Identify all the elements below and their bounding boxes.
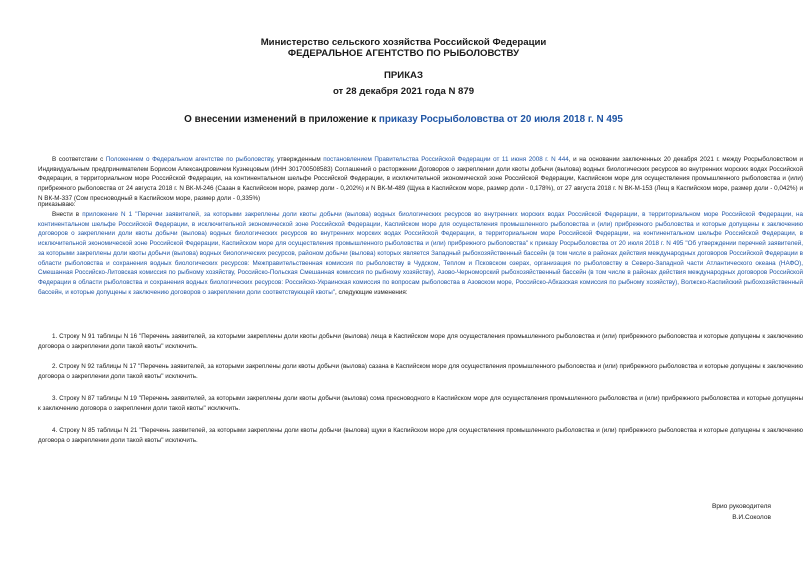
ministry-name: Министерство сельского хозяйства Российской Федерации (260, 37, 547, 48)
signature-role: Врио руководителя (711, 503, 771, 510)
doc-title (0, 114, 807, 125)
regulation-link[interactable]: Положением о Федеральном агентстве по рыболовству (105, 156, 273, 163)
main-paragraph (38, 210, 803, 297)
doc-date: от 28 декабря 2021 года N 879 (332, 86, 475, 97)
doc-type: ПРИКАЗ (384, 70, 423, 81)
main-text-2: "Перечни заявителей, за которыми закреплены доли квоты добычи (вылова) водных биологических ресурсов во внутренних морских водах Российской Федерации, в территориальном море Российской Федерации, на континентальном шельфе Российской Федерации, в исключительной экономической зоне Российской Федерации, Каспийском море для осуществления промышленного рыболовства и (или) прибрежного рыболовства и которые допущены к заключению договоров о закреплении доли квоты добычи (вылова) водных биологических ресурсов во внутренних морских водах Российской Федерации, в территориальном море Российской Федерации, на континентальном шельфе Российской Федерации, в исключительной экономической зоне Российской Федерации, Каспийском море для осуществления промышленного рыболовства и (или) прибрежного рыболовства" к (38, 211, 804, 248)
appendix-link[interactable]: приложение N 1 (82, 211, 133, 218)
list-item: 1. Строку N 91 таблицы N 16 "Перечень заявителей, за которыми закреплены доли квоты добычи (вылова) леща в Каспийском море для осуществления промышленного рыболовства и (или) прибрежного рыболовства и которые допущены к заключению договора о закреплении доли такой квоты" исключить. (38, 333, 803, 350)
order-word: приказываю: (38, 201, 76, 208)
agency-name: ФЕДЕРАЛЬНОЕ АГЕНТСТВО ПО РЫБОЛОВСТВУ (287, 48, 520, 59)
preamble-text-2: , утвержденным (272, 156, 324, 163)
preamble-text-1: В соответствии с (52, 156, 106, 163)
main-text-3: "Об утверждении перечней заявителей, за которыми закреплены доли квоты добычи (вылова) водных биологических ресурсов, районом добычи (вылова) которых является Западный рыбохозяйственный бассейн (в том числе в районах действия международных договоров Российской Федерации в области рыболовства и сохранения водных биологических ресурсов: Межправительственная комиссия по рыболовству в Чудском, Теплом и Псковском озерах, организация по рыболовству в Северо-Западной части Атлантического океана (НАФО), Смешанная Российско-Литовская комиссия по рыбному хозяйству, Российско-Польская Смешанная комиссия по рыбному хозяйству), Азово-Черноморский рыбохозяйственный бассейн (в том числе в районах действия международных договоров Российской Федерации в области рыболовства и сохранения водных биологических ресурсов: Российско-Украинская комиссия по вопросам рыболовства в Азовском море, Российско-Абхазская комиссия по рыбному хозяйству), Волжско-Каспийский рыбохозяйственный бассейн, и которые допущены к заключению договоров о закреплении доли соответствующей квоты" (38, 240, 803, 296)
preamble-paragraph (38, 155, 803, 204)
doc-title-text: О внесении изменений в приложение к (184, 114, 379, 125)
list-item: 3. Строку N 87 таблицы N 19 "Перечень заявителей, за которыми закреплены доли квоты добычи (вылова) сома пресноводного в Каспийском море для осуществления промышленного рыболовства и (или) прибрежного рыболовства и которые допущены к заключению договора о закреплении доли такой квоты" исключить. (38, 395, 803, 412)
title-order-link[interactable]: приказу Росрыболовства от 20 июля 2018 г. N 495 (378, 114, 623, 125)
preamble-text-3: , и на основании заключенных 20 декабря 2021 г. между Росрыболовством и Индивидуальным предпринимателем Борисом Александровичем Кузнецовым (ИНН 301700508583) Соглашений о расторжении Договоров о закреплении доли квоты добычи (вылова) водных биологических ресурсов во внутренних морских водах Российской Федерации, в территориальном море Российской Федерации, на континентальном шельфе Российской Федерации, в исключительной экономической зоне Российской Федерации, Каспийском море для осуществления промышленного рыболовства и (или) прибрежного рыболовства от 24 августа 2018 г. N ВК-М-246 (Сазан в Каспийском море, размер доли - 0,202%) и N ВК-М-489 (Щука в Каспийском море, размер доли - 0,178%), от 27 августа 2018 г. N ВК-М-153 (Лещ в Каспийском море, размер доли - 0,042%) и N ВК-М-337 (Сом пресноводный в Каспийском море, размер доли - 0,335%) (38, 156, 803, 202)
order-495-link[interactable]: приказу Росрыболовства от 20 июля 2018 г. N 495 (534, 240, 684, 248)
list-item: 4. Строку N 85 таблицы N 21 "Перечень заявителей, за которыми закреплены доли квоты добычи (вылова) щуки в Каспийском море для осуществления промышленного рыболовства и (или) прибрежного рыболовства и которые допущены к заключению договора о закреплении доли такой квоты" исключить. (38, 427, 803, 444)
government-decree-link[interactable]: постановлением Правительства Российской Федерации от 11 июня 2008 г. N 444 (323, 156, 569, 163)
signature-name: В.И.Соколов (732, 514, 771, 521)
main-text-1: Внести в (52, 211, 83, 218)
list-item: 2. Строку N 92 таблицы N 17 "Перечень заявителей, за которыми закреплены доли квоты добычи (вылова) сазана в Каспийском море для осуществления промышленного рыболовства и (или) прибрежного рыболовства и которые допущены к заключению договора о закреплении доли такой квоты" исключить. (38, 363, 803, 380)
main-text-4: , следующие изменения: (334, 288, 408, 296)
